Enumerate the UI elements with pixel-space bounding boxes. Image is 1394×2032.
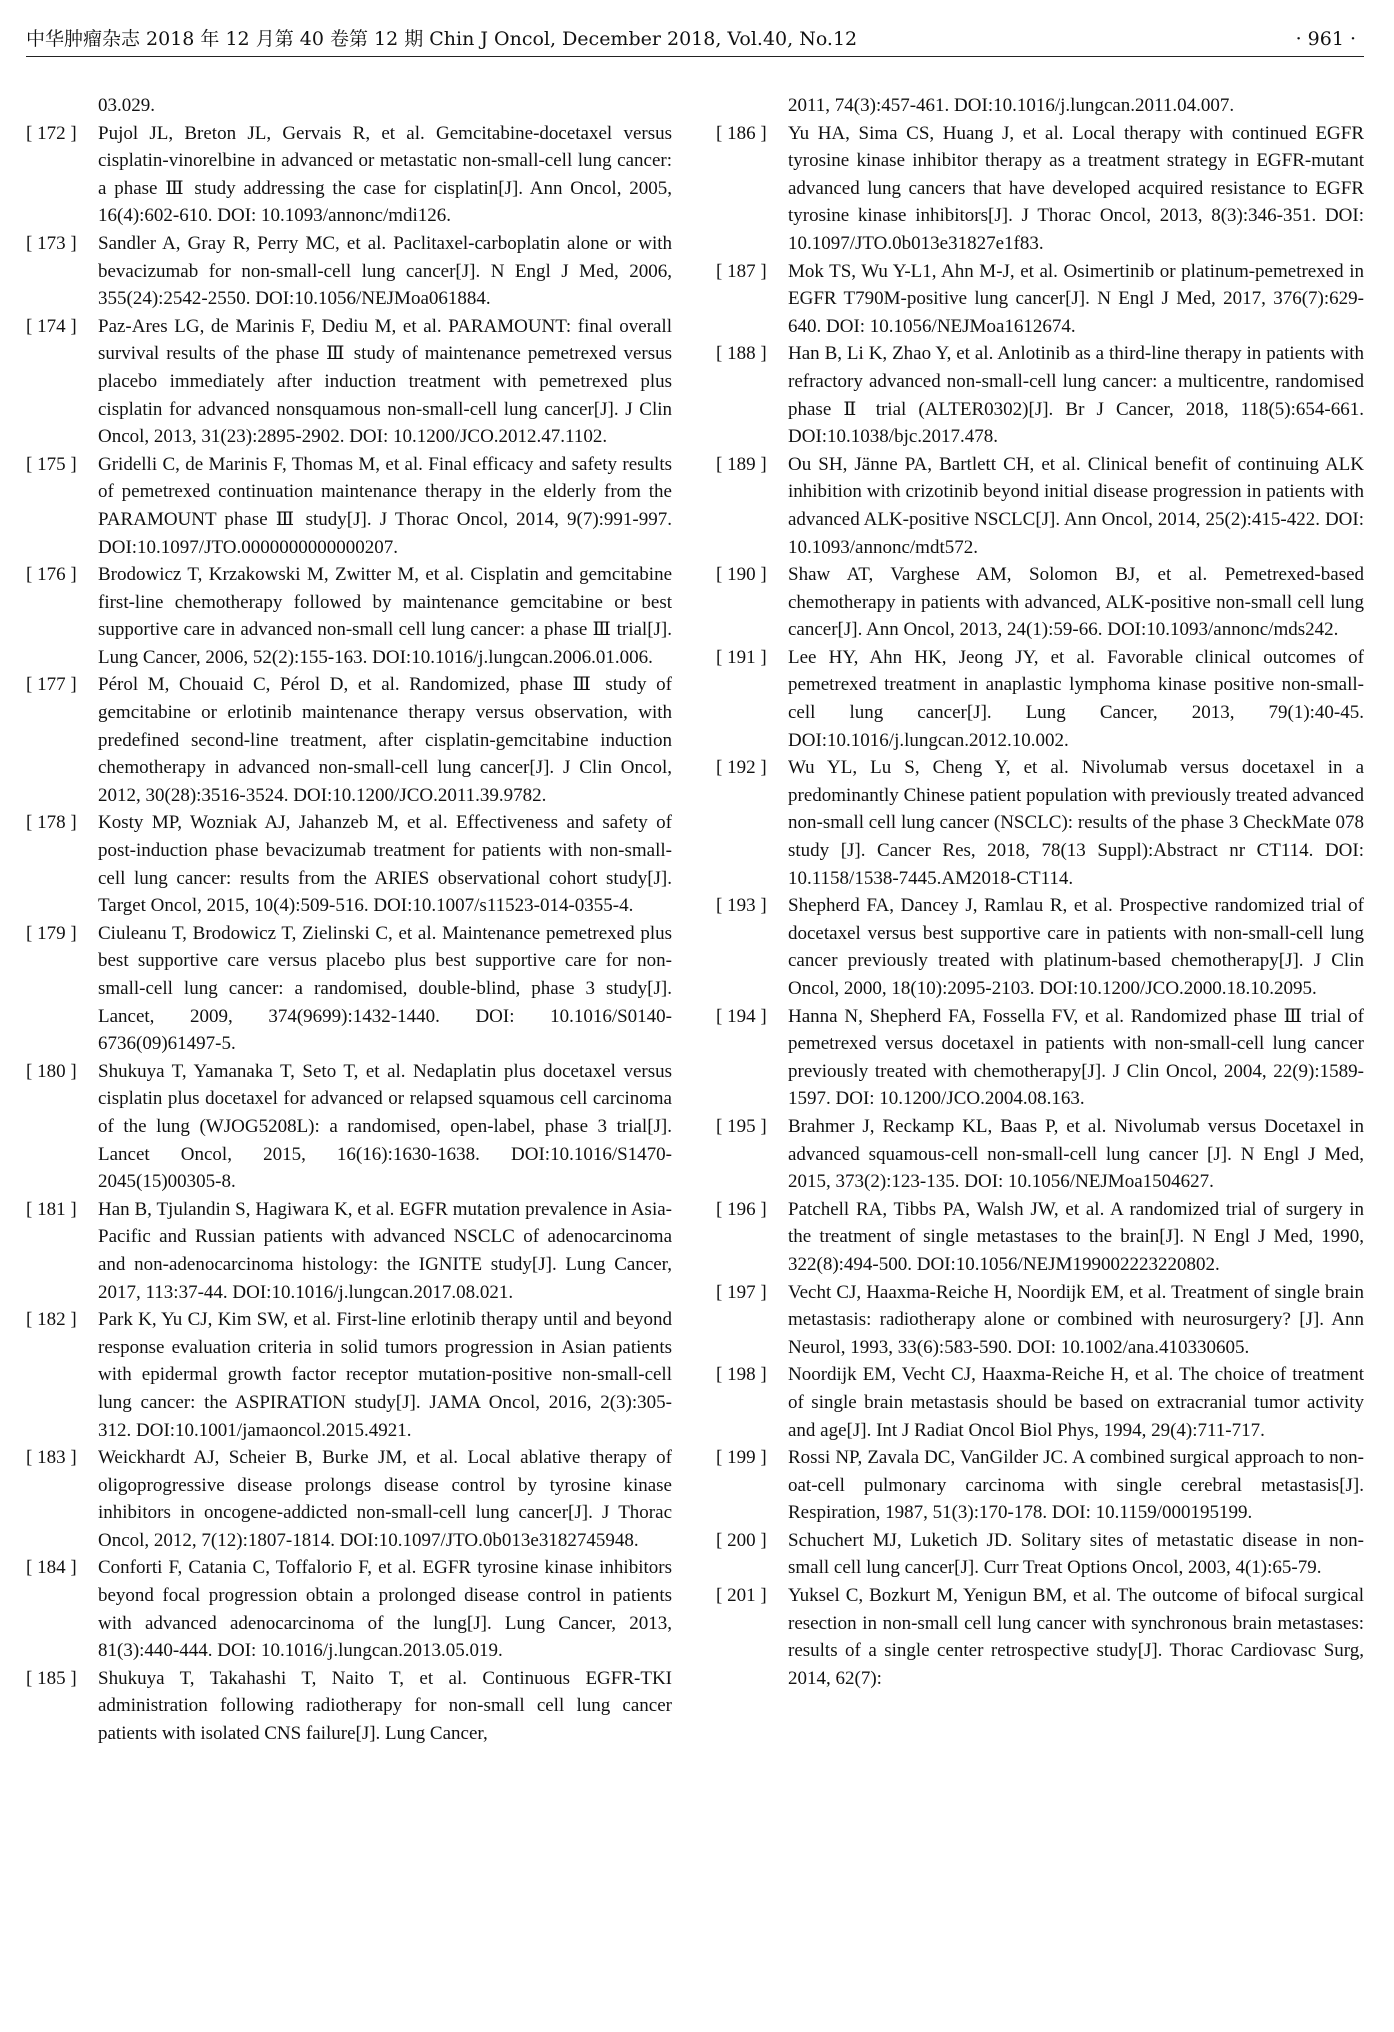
reference-entry [26,1306,672,1444]
reference-entry [716,1279,1364,1362]
reference-text: Hanna N, Shepherd FA, Fossella FV, et al. Randomized phase Ⅲ trial of pemetrexed versus docetaxel in patients with non-small-cell lung cancer previously treated with chemotherapy[J]. J Clin Oncol, 2004, 22(9):1589-1597. DOI: 10.1200/JCO.2004.08.163. [788,1005,1364,1110]
running-header [26,22,1364,57]
reference-number: [ 191 ] [716,646,767,668]
reference-entry [26,1554,672,1664]
reference-number: [ 178 ] [26,812,77,834]
reference-entry [716,644,1364,754]
reference-number: [ 173 ] [26,232,77,254]
reference-text: Ou SH, Jänne PA, Bartlett CH, et al. Clinical benefit of continuing ALK inhibition with crizotinib beyond initial disease progression in patients with advanced ALK-positive NSCLC[J]. Ann Oncol, 2014, 25(2):415-422. DOI: 10.1093/annonc/mdt572. [788,453,1364,558]
reference-text: Conforti F, Catania C, Toffalorio F, et al. EGFR tyrosine kinase inhibitors beyond focal progression obtain a prolonged disease control in patients with advanced adenocarcinoma of the lung[J]. Lung Cancer, 2013, 81(3):440-444. DOI: 10.1016/j.lungcan.2013.05.019. [98,1557,672,1662]
reference-number: [ 195 ] [716,1115,767,1137]
reference-text: Sandler A, Gray R, Perry MC, et al. Paclitaxel-carboplatin alone or with bevacizumab for non-small-cell lung cancer[J]. N Engl J Med, 2006, 355(24):2542-2550. DOI:10.1056/NEJMoa061884. [98,232,672,310]
reference-text: Yuksel C, Bozkurt M, Yenigun BM, et al. The outcome of bifocal surgical resection in non-small cell lung cancer with synchronous brain metastases: results of a single center retrospective study[J]. Thorac Cardiovasc Surg, 2014, 62(7): [788,1585,1364,1689]
reference-text: Lee HY, Ahn HK, Jeong JY, et al. Favorable clinical outcomes of pemetrexed treatment in anaplastic lymphoma kinase positive non-small-cell lung cancer[J]. Lung Cancer, 2013, 79(1):40-45. DOI:10.1016/j.lungcan.2012.10.002. [788,646,1364,751]
reference-entry [26,230,672,313]
reference-entry [26,1665,672,1748]
reference-text: Shukuya T, Yamanaka T, Seto T, et al. Nedaplatin plus docetaxel versus cisplatin plus docetaxel for advanced or relapsed squamous cell carcinoma of the lung (WJOG5208L): a randomised, open-label, phase 3 trial[J]. Lancet Oncol, 2015, 16(16):1630-1638. DOI:10.1016/S1470-2045(15)00305-8. [98,1060,672,1193]
left-column [26,92,672,1748]
reference-number: [ 189 ] [716,453,767,475]
reference-text: Mok TS, Wu Y-L1, Ahn M-J, et al. Osimertinib or platinum-pemetrexed in EGFR T790M-positive lung cancer[J]. N Engl J Med, 2017, 376(7):629-640. DOI: 10.1056/NEJMoa1612674. [788,260,1364,337]
reference-text: Brodowicz T, Krzakowski M, Zwitter M, et al. Cisplatin and gemcitabine first-line chemotherapy followed by maintenance gemcitabine or best supportive care in advanced non-small cell lung cancer: a phase Ⅲ trial[J]. Lung Cancer, 2006, 52(2):155-163. DOI:10.1016/j.lungcan.2006.01.006. [98,564,672,668]
reference-entry [716,1582,1364,1692]
reference-text: Shaw AT, Varghese AM, Solomon BJ, et al. Pemetrexed-based chemotherapy in patients with advanced, ALK-positive non-small cell lung cancer[J]. Ann Oncol, 2013, 24(1):59-66. DOI:10.1093/annonc/mds242. [788,564,1364,641]
reference-entry [716,1444,1364,1527]
reference-entry [26,561,672,671]
reference-number: [ 187 ] [716,260,767,282]
reference-text: Shepherd FA, Dancey J, Ramlau R, et al. Prospective randomized trial of docetaxel versus best supportive care in patients with non-small-cell lung cancer previously treated with platinum-based chemotherapy[J]. J Clin Oncol, 2000, 18(10):2095-2103. DOI:10.1200/JCO.2000.18.10.2095. [788,895,1364,999]
reference-text: Han B, Li K, Zhao Y, et al. Anlotinib as a third-line therapy in patients with refractory advanced non-small-cell lung cancer: a multicentre, randomised phase Ⅱ trial (ALTER0302)[J]. Br J Cancer, 2018, 118(5):654-661. DOI:10.1038/bjc.2017.478. [788,343,1364,448]
page-number: · 961 · [1295,28,1356,50]
reference-text: Gridelli C, de Marinis F, Thomas M, et al. Final efficacy and safety results of pemetrexed continuation maintenance therapy in the elderly from the PARAMOUNT phase Ⅲ study[J]. J Thorac Oncol, 2014, 9(7):991-997. DOI:10.1097/JTO.0000000000000207. [98,453,672,558]
reference-entry [26,671,672,809]
reference-text: Paz-Ares LG, de Marinis F, Dediu M, et al. PARAMOUNT: final overall survival results of the phase Ⅲ study of maintenance pemetrexed versus placebo immediately after induction treatment with pemetrexed plus cisplatin for advanced nonsquamous non-small-cell lung cancer[J]. J Clin Oncol, 2013, 31(23):2895-2902. DOI: 10.1200/JCO.2012.47.1102. [98,315,672,448]
reference-text: Kosty MP, Wozniak AJ, Jahanzeb M, et al. Effectiveness and safety of post-induction phase bevacizumab treatment for patients with non-small-cell lung cancer: results from the ARIES observational cohort study[J]. Target Oncol, 2015, 10(4):509-516. DOI:10.1007/s11523-014-0355-4. [98,812,672,917]
reference-number: [ 196 ] [716,1198,767,1220]
reference-number: [ 199 ] [716,1447,767,1469]
reference-number: [ 201 ] [716,1585,767,1607]
reference-number: [ 174 ] [26,315,77,337]
reference-text: Yu HA, Sima CS, Huang J, et al. Local therapy with continued EGFR tyrosine kinase inhibitor therapy as a treatment strategy in EGFR-mutant advanced lung cancers that have developed acquired resistance to EGFR tyrosine kinase inhibitors[J]. J Thorac Oncol, 2013, 8(3):346-351. DOI: 10.1097/JTO.0b013e31827e1f83. [788,122,1364,254]
reference-number: [ 200 ] [716,1529,767,1551]
reference-entry [716,451,1364,561]
reference-number: [ 176 ] [26,564,77,586]
reference-entry [716,1361,1364,1444]
reference-number: [ 190 ] [716,564,767,586]
reference-number: [ 185 ] [26,1667,77,1689]
reference-text: Patchell RA, Tibbs PA, Walsh JW, et al. A randomized trial of surgery in the treatment of single metastases to the brain[J]. N Engl J Med, 1990, 322(8):494-500. DOI:10.1056/NEJM199002223220802. [788,1198,1364,1275]
reference-entry [26,920,672,1058]
reference-text: Noordijk EM, Vecht CJ, Haaxma-Reiche H, et al. The choice of treatment of single brain metastasis should be based on extracranial tumor activity and age[J]. Int J Radiat Oncol Biol Phys, 1994, 29(4):711-717. [788,1364,1364,1441]
reference-number: [ 181 ] [26,1198,77,1220]
reference-entry [716,340,1364,450]
reference-entry [26,809,672,919]
reference-entry [26,1196,672,1306]
reference-entry [716,1527,1364,1582]
reference-entry [716,754,1364,892]
journal-citation-line: 中华肿瘤杂志 2018 年 12 月第 40 卷第 12 期 Chin J Oncol, December 2018, Vol.40, No.12 [26,28,858,50]
reference-number: [ 192 ] [716,757,767,779]
reference-number: [ 175 ] [26,453,77,475]
reference-text: Park K, Yu CJ, Kim SW, et al. First-line erlotinib therapy until and beyond response evaluation criteria in solid tumors progression in Asian patients with epidermal growth factor receptor mutation-positive non-small-cell lung cancer: the ASPIRATION study[J]. JAMA Oncol, 2016, 2(3):305-312. DOI:10.1001/jamaoncol.2015.4921. [98,1309,672,1441]
right-column [716,92,1364,1692]
reference-text: Brahmer J, Reckamp KL, Baas P, et al. Nivolumab versus Docetaxel in advanced squamous-cell non-small-cell lung cancer [J]. N Engl J Med, 2015, 373(2):123-135. DOI: 10.1056/NEJMoa1504627. [788,1115,1364,1193]
reference-entry [716,120,1364,258]
reference-entry [716,1196,1364,1279]
reference-list [716,120,1364,1693]
reference-number: [ 183 ] [26,1447,77,1469]
reference-number: [ 186 ] [716,122,767,144]
reference-text: Ciuleanu T, Brodowicz T, Zielinski C, et al. Maintenance pemetrexed plus best supportive care versus placebo plus best supportive care for non-small-cell lung cancer: a randomised, double-blind, phase 3 study[J]. Lancet, 2009, 374(9699):1432-1440. DOI: 10.1016/S0140-6736(09)61497-5. [98,922,672,1055]
reference-list [26,120,672,1748]
reference-text: Schuchert MJ, Luketich JD. Solitary sites of metastatic disease in non-small cell lung cancer[J]. Curr Treat Options Oncol, 2003, 4(1):65-79. [788,1529,1364,1579]
reference-entry [26,120,672,230]
reference-entry [26,451,672,561]
reference-text: Rossi NP, Zavala DC, VanGilder JC. A combined surgical approach to non-oat-cell pulmonary carcinoma with single cerebral metastasis[J]. Respiration, 1987, 51(3):170-178. DOI: 10.1159/000195199. [788,1447,1364,1524]
reference-continuation: 2011, 74(3):457-461. DOI:10.1016/j.lungcan.2011.04.007. [788,95,1235,116]
reference-text: Pérol M, Chouaid C, Pérol D, et al. Randomized, phase Ⅲ study of gemcitabine or erlotinib maintenance therapy versus observation, with predefined second-line treatment, after cisplatin-gemcitabine induction chemotherapy in advanced non-small-cell lung cancer[J]. J Clin Oncol, 2012, 30(28):3516-3524. DOI:10.1200/JCO.2011.39.9782. [98,674,672,806]
reference-text: Vecht CJ, Haaxma-Reiche H, Noordijk EM, et al. Treatment of single brain metastasis: radiotherapy alone or combined with neurosurgery? [J]. Ann Neurol, 1993, 33(6):583-590. DOI: 10.1002/ana.410330605. [788,1281,1364,1358]
reference-text: Han B, Tjulandin S, Hagiwara K, et al. EGFR mutation prevalence in Asia-Pacific and Russian patients with advanced NSCLC of adenocarcinoma and non-adenocarcinoma histology: the IGNITE study[J]. Lung Cancer, 2017, 113:37-44. DOI:10.1016/j.lungcan.2017.08.021. [98,1198,672,1303]
reference-entry [26,313,672,451]
reference-entry [26,1444,672,1554]
reference-text: Weickhardt AJ, Scheier B, Burke JM, et al. Local ablative therapy of oligoprogressive disease prolongs disease control by tyrosine kinase inhibitors in oncogene-addicted non-small-cell lung cancer[J]. J Thorac Oncol, 2012, 7(12):1807-1814. DOI:10.1097/JTO.0b013e3182745948. [98,1447,672,1551]
reference-number: [ 180 ] [26,1060,77,1082]
reference-text: Wu YL, Lu S, Cheng Y, et al. Nivolumab versus docetaxel in a predominantly Chinese patient population with previously treated advanced non-small cell lung cancer (NSCLC): results of the phase 3 CheckMate 078 study [J]. Cancer Res, 2018, 78(13 Suppl):Abstract nr CT114. DOI: 10.1158/1538-7445.AM2018-CT114. [788,757,1364,889]
reference-number: [ 197 ] [716,1281,767,1303]
reference-number: [ 184 ] [26,1557,77,1579]
reference-entry [716,258,1364,341]
reference-entry [716,561,1364,644]
reference-number: [ 194 ] [716,1005,767,1027]
reference-number: [ 193 ] [716,895,767,917]
reference-number: [ 172 ] [26,122,77,144]
reference-text: Shukuya T, Takahashi T, Naito T, et al. Continuous EGFR-TKI administration following radiotherapy for non-small cell lung cancer patients with isolated CNS failure[J]. Lung Cancer, [98,1667,672,1745]
reference-number: [ 198 ] [716,1364,767,1386]
reference-number: [ 182 ] [26,1309,77,1331]
reference-entry [716,892,1364,1002]
reference-entry [26,1058,672,1196]
reference-number: [ 177 ] [26,674,77,696]
reference-number: [ 179 ] [26,922,77,944]
reference-entry [716,1113,1364,1196]
reference-text: Pujol JL, Breton JL, Gervais R, et al. Gemcitabine-docetaxel versus cisplatin-vinorelbine in advanced or metastatic non-small-cell lung cancer: a phase Ⅲ study addressing the case for cisplatin[J]. Ann Oncol, 2005, 16(4):602-610. DOI: 10.1093/annonc/mdi126. [98,122,672,227]
reference-continuation: 03.029. [98,95,155,116]
reference-number: [ 188 ] [716,343,767,365]
reference-entry [716,1003,1364,1113]
